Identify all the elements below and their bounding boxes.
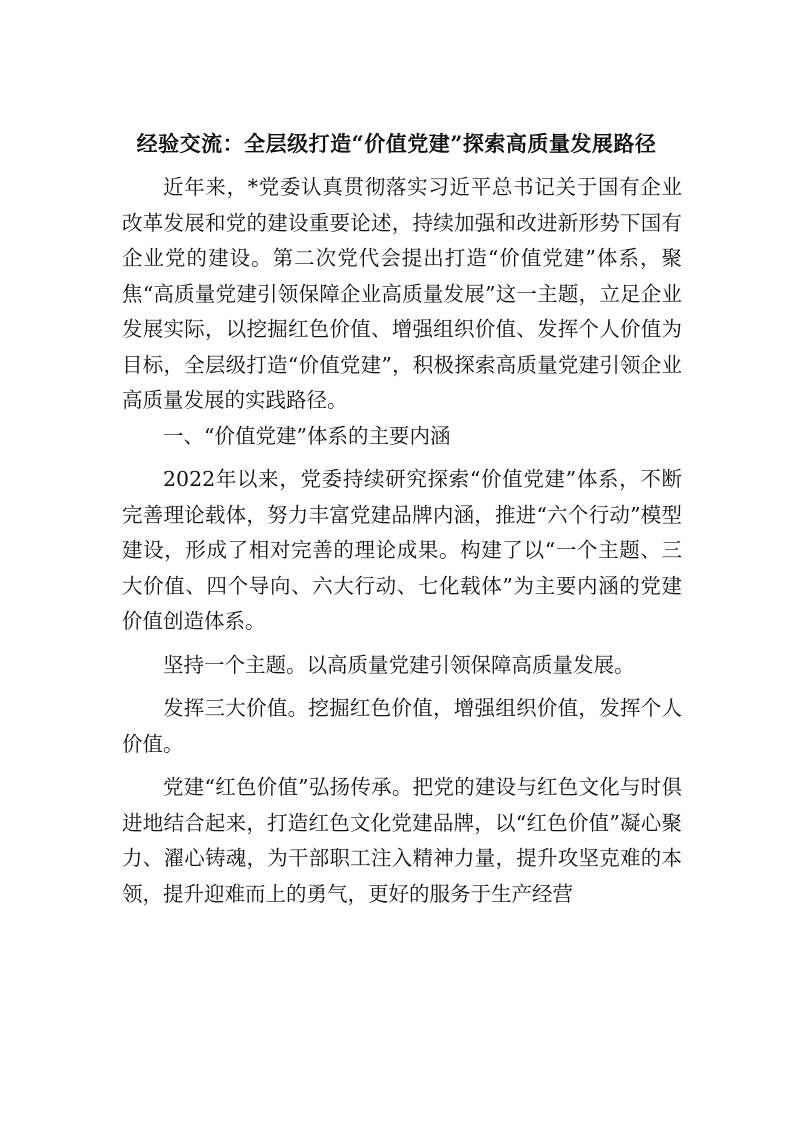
document-body [122,170,682,912]
paragraph-one-theme: 坚持一个主题。以高质量党建引领保障高质量发展。 [163,652,635,677]
paragraph-red-value: 党建“红色价值”弘扬传承。把党的建设与红色文化与时俱进地结合起来，打造红色文化党建品牌，以“红色价值”凝心聚力、濯心铸魂，为干部职工注入精神力量，提升攻坚克难的本领，提升迎难而上的勇气，更好的服务于生产经营 [122,775,682,906]
section-heading-1: 一、“价值党建”体系的主要内涵 [163,423,451,448]
paragraph-intro: 近年来，*党委认真贯彻落实习近平总书记关于国有企业改革发展和党的建设重要论述，持续加强和改进新形势下国有企业党的建设。第二次党代会提出打造“价值党建”体系，聚焦“高质量党建引领保障企业高质量发展”这一主题，立足企业发展实际，以挖掘红色价值、增强组织价值、发挥个人价值为目标，全层级打造“价值党建”，积极探索高质量党建引领企业高质量发展的实践路径。 [122,175,682,412]
document-title: 经验交流：全层级打造“价值党建”探索高质量发展路径 [136,131,657,156]
paragraph-system: 2022年以来，党委持续研究探索“价值党建”体系，不断完善理论载体，努力丰富党建品牌内涵，推进“六个行动”模型建设，形成了相对完善的理论成果。构建了以“一个主题、三大价值、四个导向、六大行动、七化载体”为主要内涵的党建价值创造体系。 [122,467,682,633]
paragraph-three-values: 发挥三大价值。挖掘红色价值，增强组织价值，发挥个人价值。 [122,696,682,756]
